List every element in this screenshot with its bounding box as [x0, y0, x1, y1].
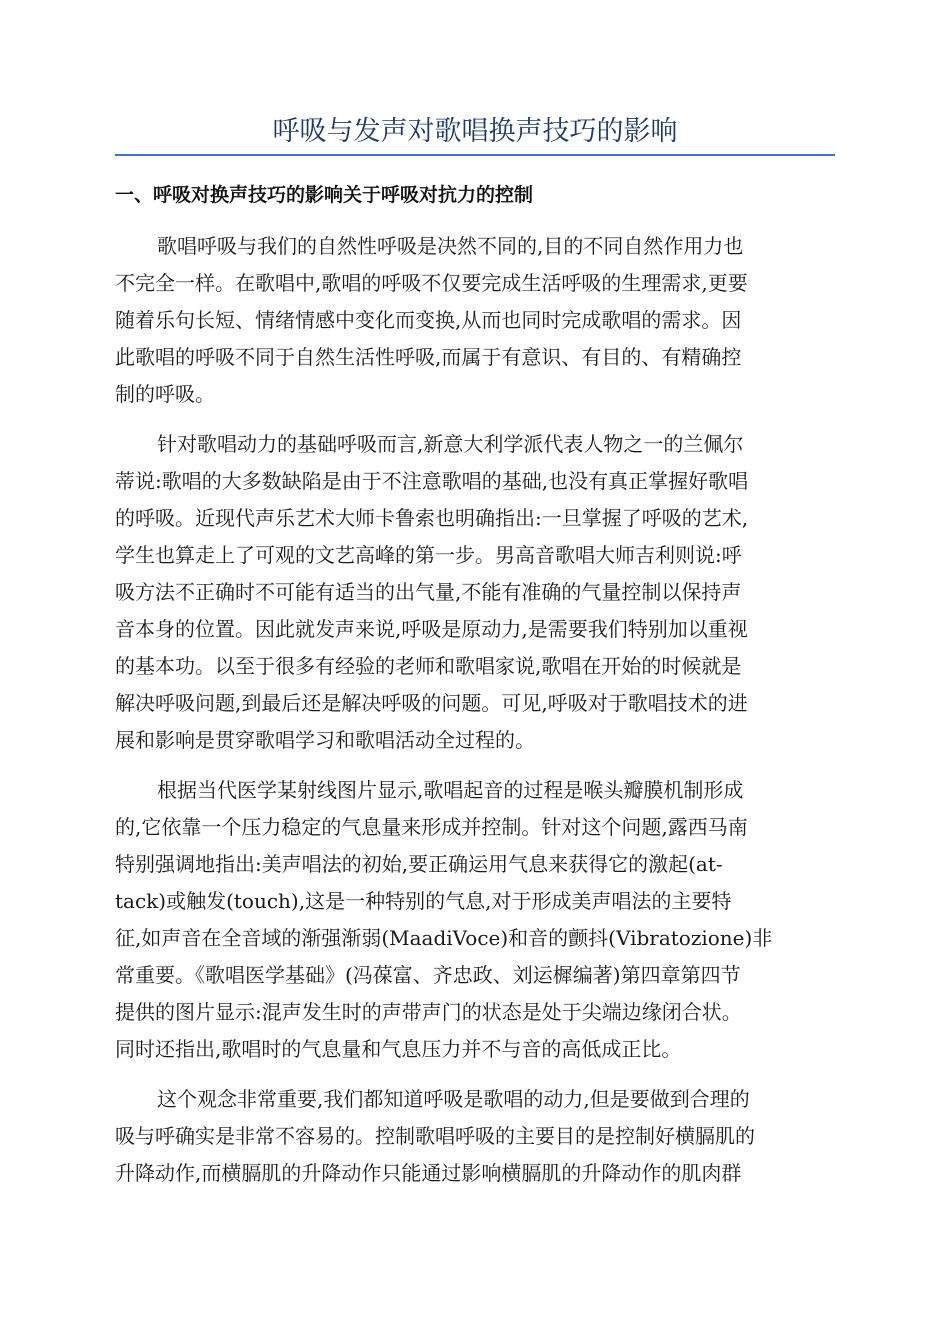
paragraph-line: tack)或触发(touch),这是一种特别的气息,对于形成美声唱法的主要特 [115, 889, 732, 913]
document-body [115, 228, 835, 1205]
paragraph-line: 随着乐句长短、情绪情感中变化而变换,从而也同时完成歌唱的需求。因 [115, 308, 742, 332]
paragraph-line: 解决呼吸问题,到最后还是解决呼吸的问题。可见,呼吸对于歌唱技术的进 [115, 691, 748, 715]
paragraph-line: 音本身的位置。因此就发声来说,呼吸是原动力,是需要我们特别加以重视 [115, 617, 748, 641]
paragraph [115, 772, 835, 1068]
paragraph-line: 吸方法不正确时不可能有适当的出气量,不能有准确的气量控制以保持声 [115, 580, 742, 604]
paragraph-line: 针对歌唱动力的基础呼吸而言,新意大利学派代表人物之一的兰佩尔 [157, 432, 744, 456]
paragraph [115, 1081, 835, 1192]
paragraph-line: 的呼吸。近现代声乐艺术大师卡鲁索也明确指出:一旦掌握了呼吸的艺术, [115, 506, 749, 530]
document-title: 呼吸与发声对歌唱换声技巧的影响 [272, 116, 678, 147]
section-heading: 一、呼吸对换声技巧的影响关于呼吸对抗力的控制 [115, 184, 534, 206]
paragraph-line: 的,它依靠一个压力稳定的气息量来形成并控制。针对这个问题,露西马南 [115, 815, 748, 839]
paragraph-line: 同时还指出,歌唱时的气息量和气息压力并不与音的高低成正比。 [115, 1037, 682, 1061]
paragraph-line: 制的呼吸。 [115, 382, 215, 406]
paragraph-line: 常重要。《歌唱医学基础》(冯葆富、齐忠政、刘运樨编著)第四章第四节 [115, 963, 741, 987]
paragraph [115, 426, 835, 759]
paragraph [115, 228, 835, 413]
paragraph-line: 歌唱呼吸与我们的自然性呼吸是决然不同的,目的不同自然作用力也 [157, 234, 744, 258]
paragraph-line: 吸与呼确实是非常不容易的。控制歌唱呼吸的主要目的是控制好横膈肌的 [115, 1124, 755, 1148]
title-divider [115, 154, 835, 156]
paragraph-line: 不完全一样。在歌唱中,歌唱的呼吸不仅要完成生活呼吸的生理需求,更要 [115, 271, 748, 295]
paragraph-line: 升降动作,而横膈肌的升降动作只能通过影响横膈肌的升降动作的肌肉群 [115, 1161, 742, 1185]
paragraph-line: 展和影响是贯穿歌唱学习和歌唱活动全过程的。 [115, 728, 535, 752]
paragraph-line: 特别强调地指出:美声唱法的初始,要正确运用气息来获得它的激起(at- [115, 852, 723, 876]
paragraph-line: 学生也算走上了可观的文艺高峰的第一步。男高音歌唱大师吉利则说:呼 [115, 543, 742, 567]
paragraph-line: 根据当代医学某射线图片显示,歌唱起音的过程是喉头瓣膜机制形成 [157, 778, 744, 802]
paragraph-line: 这个观念非常重要,我们都知道呼吸是歌唱的动力,但是要做到合理的 [157, 1087, 750, 1111]
paragraph-line: 征,如声音在全音域的渐强渐弱(MaadiVoce)和音的颤抖(Vibratozione)非 [115, 926, 773, 950]
paragraph-line: 的基本功。以至于很多有经验的老师和歌唱家说,歌唱在开始的时候就是 [115, 654, 742, 678]
paragraph-line: 蒂说:歌唱的大多数缺陷是由于不注意歌唱的基础,也没有真正掌握好歌唱 [115, 469, 749, 493]
paragraph-line: 此歌唱的呼吸不同于自然生活性呼吸,而属于有意识、有目的、有精确控 [115, 345, 742, 369]
paragraph-line: 提供的图片显示:混声发生时的声带声门的状态是处于尖端边缘闭合状。 [115, 1000, 742, 1024]
